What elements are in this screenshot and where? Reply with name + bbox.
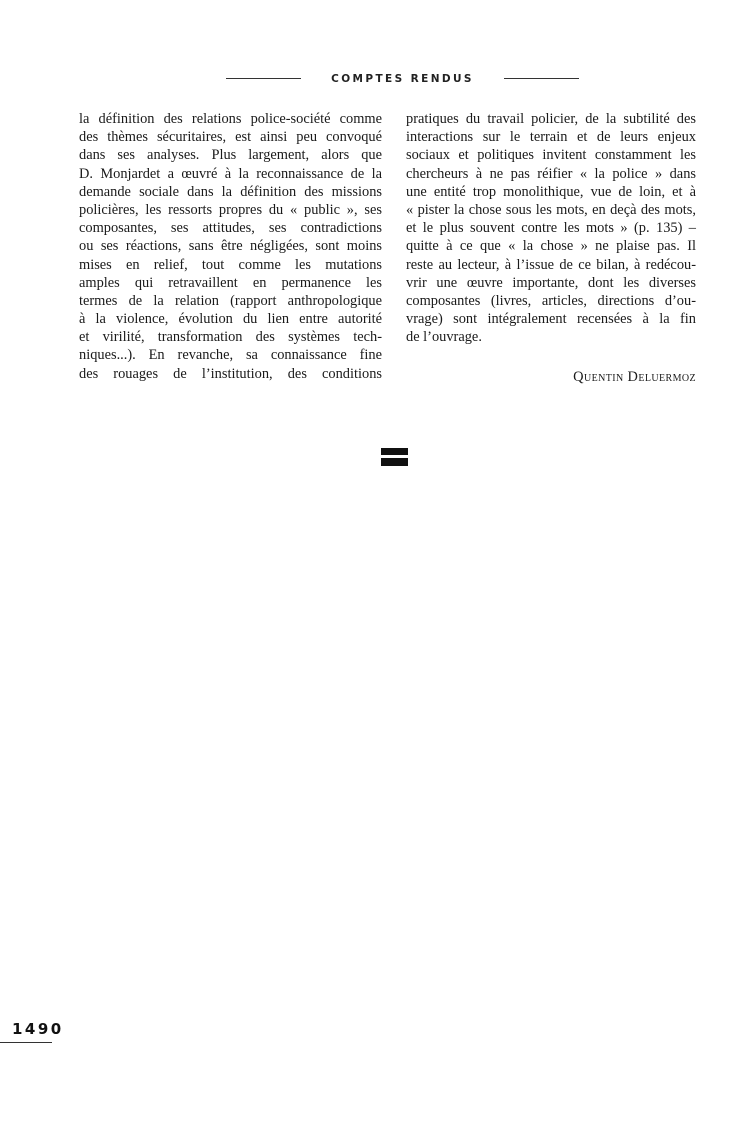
text-line: une entité trop monolithique, vue de loin, et à — [406, 183, 696, 200]
running-head — [0, 71, 754, 87]
text-column-left — [79, 110, 382, 383]
running-head-title: COMPTES RENDUS — [331, 73, 474, 85]
text-line: sociaux et politiques invitent constamment les — [406, 147, 696, 164]
end-mark-bar-bottom — [381, 458, 408, 466]
text-line: niques...). En revanche, sa connaissance fine — [79, 347, 382, 364]
author-signature: Quentin Deluermoz — [573, 369, 696, 385]
text-line: mises en relief, tout comme les mutations — [79, 256, 382, 273]
text-line: pratiques du travail policier, de la subtilité des — [406, 111, 696, 127]
text-line: chercheurs à ne pas réifier « la police » dans — [406, 165, 696, 182]
text-line: ou ses réactions, sans être négligées, sont moins — [79, 238, 382, 255]
text-line: termes de la relation (rapport anthropologique — [79, 292, 382, 309]
running-head-rule-left — [226, 78, 301, 79]
text-line: demande sociale dans la définition des missions — [79, 183, 382, 200]
text-line: amples qui retravaillent en permanence les — [79, 274, 382, 291]
end-mark-bar-top — [381, 448, 408, 455]
text-line: et virilité, transformation des systèmes tech- — [79, 329, 382, 346]
end-of-article-mark-icon — [381, 448, 408, 466]
text-line: D. Monjardet a œuvré à la reconnaissance de la — [79, 165, 382, 182]
text-line: dans ses analyses. Plus largement, alors que — [79, 147, 382, 164]
text-line: la définition des relations police-société comme — [79, 111, 382, 127]
text-line: reste au lecteur, à l’issue de ce bilan, à redécou- — [406, 256, 696, 273]
text-line: des thèmes sécuritaires, est ainsi peu convoqué — [79, 129, 382, 146]
text-line: policières, les ressorts propres du « public », ses — [79, 201, 382, 218]
text-line: « pister la chose sous les mots, en deçà des mots, — [406, 201, 696, 218]
page-number: 1490 — [12, 1020, 64, 1038]
text-line: composantes, ses attitudes, ses contradictions — [79, 220, 382, 237]
text-line: quitte à ce que « la chose » ne plaise pas. Il — [406, 238, 696, 255]
text-line: composantes (livres, articles, directions d’ou- — [406, 292, 696, 309]
text-column-right — [406, 110, 696, 346]
text-line: vrir une œuvre importante, dont les diverses — [406, 274, 696, 291]
text-line: à la violence, évolution du lien entre autorité — [79, 311, 382, 328]
text-line: de l’ouvrage. — [406, 329, 482, 346]
running-head-rule-right — [504, 78, 579, 79]
page-number-rule — [0, 1042, 52, 1043]
text-line: et le plus souvent contre les mots » (p. 135) – — [406, 220, 696, 237]
text-line: vrage) sont intégralement recensées à la fin — [406, 311, 696, 328]
text-line: interactions sur le terrain et de leurs enjeux — [406, 129, 696, 146]
text-line: des rouages de l’institution, des conditions — [79, 365, 382, 382]
